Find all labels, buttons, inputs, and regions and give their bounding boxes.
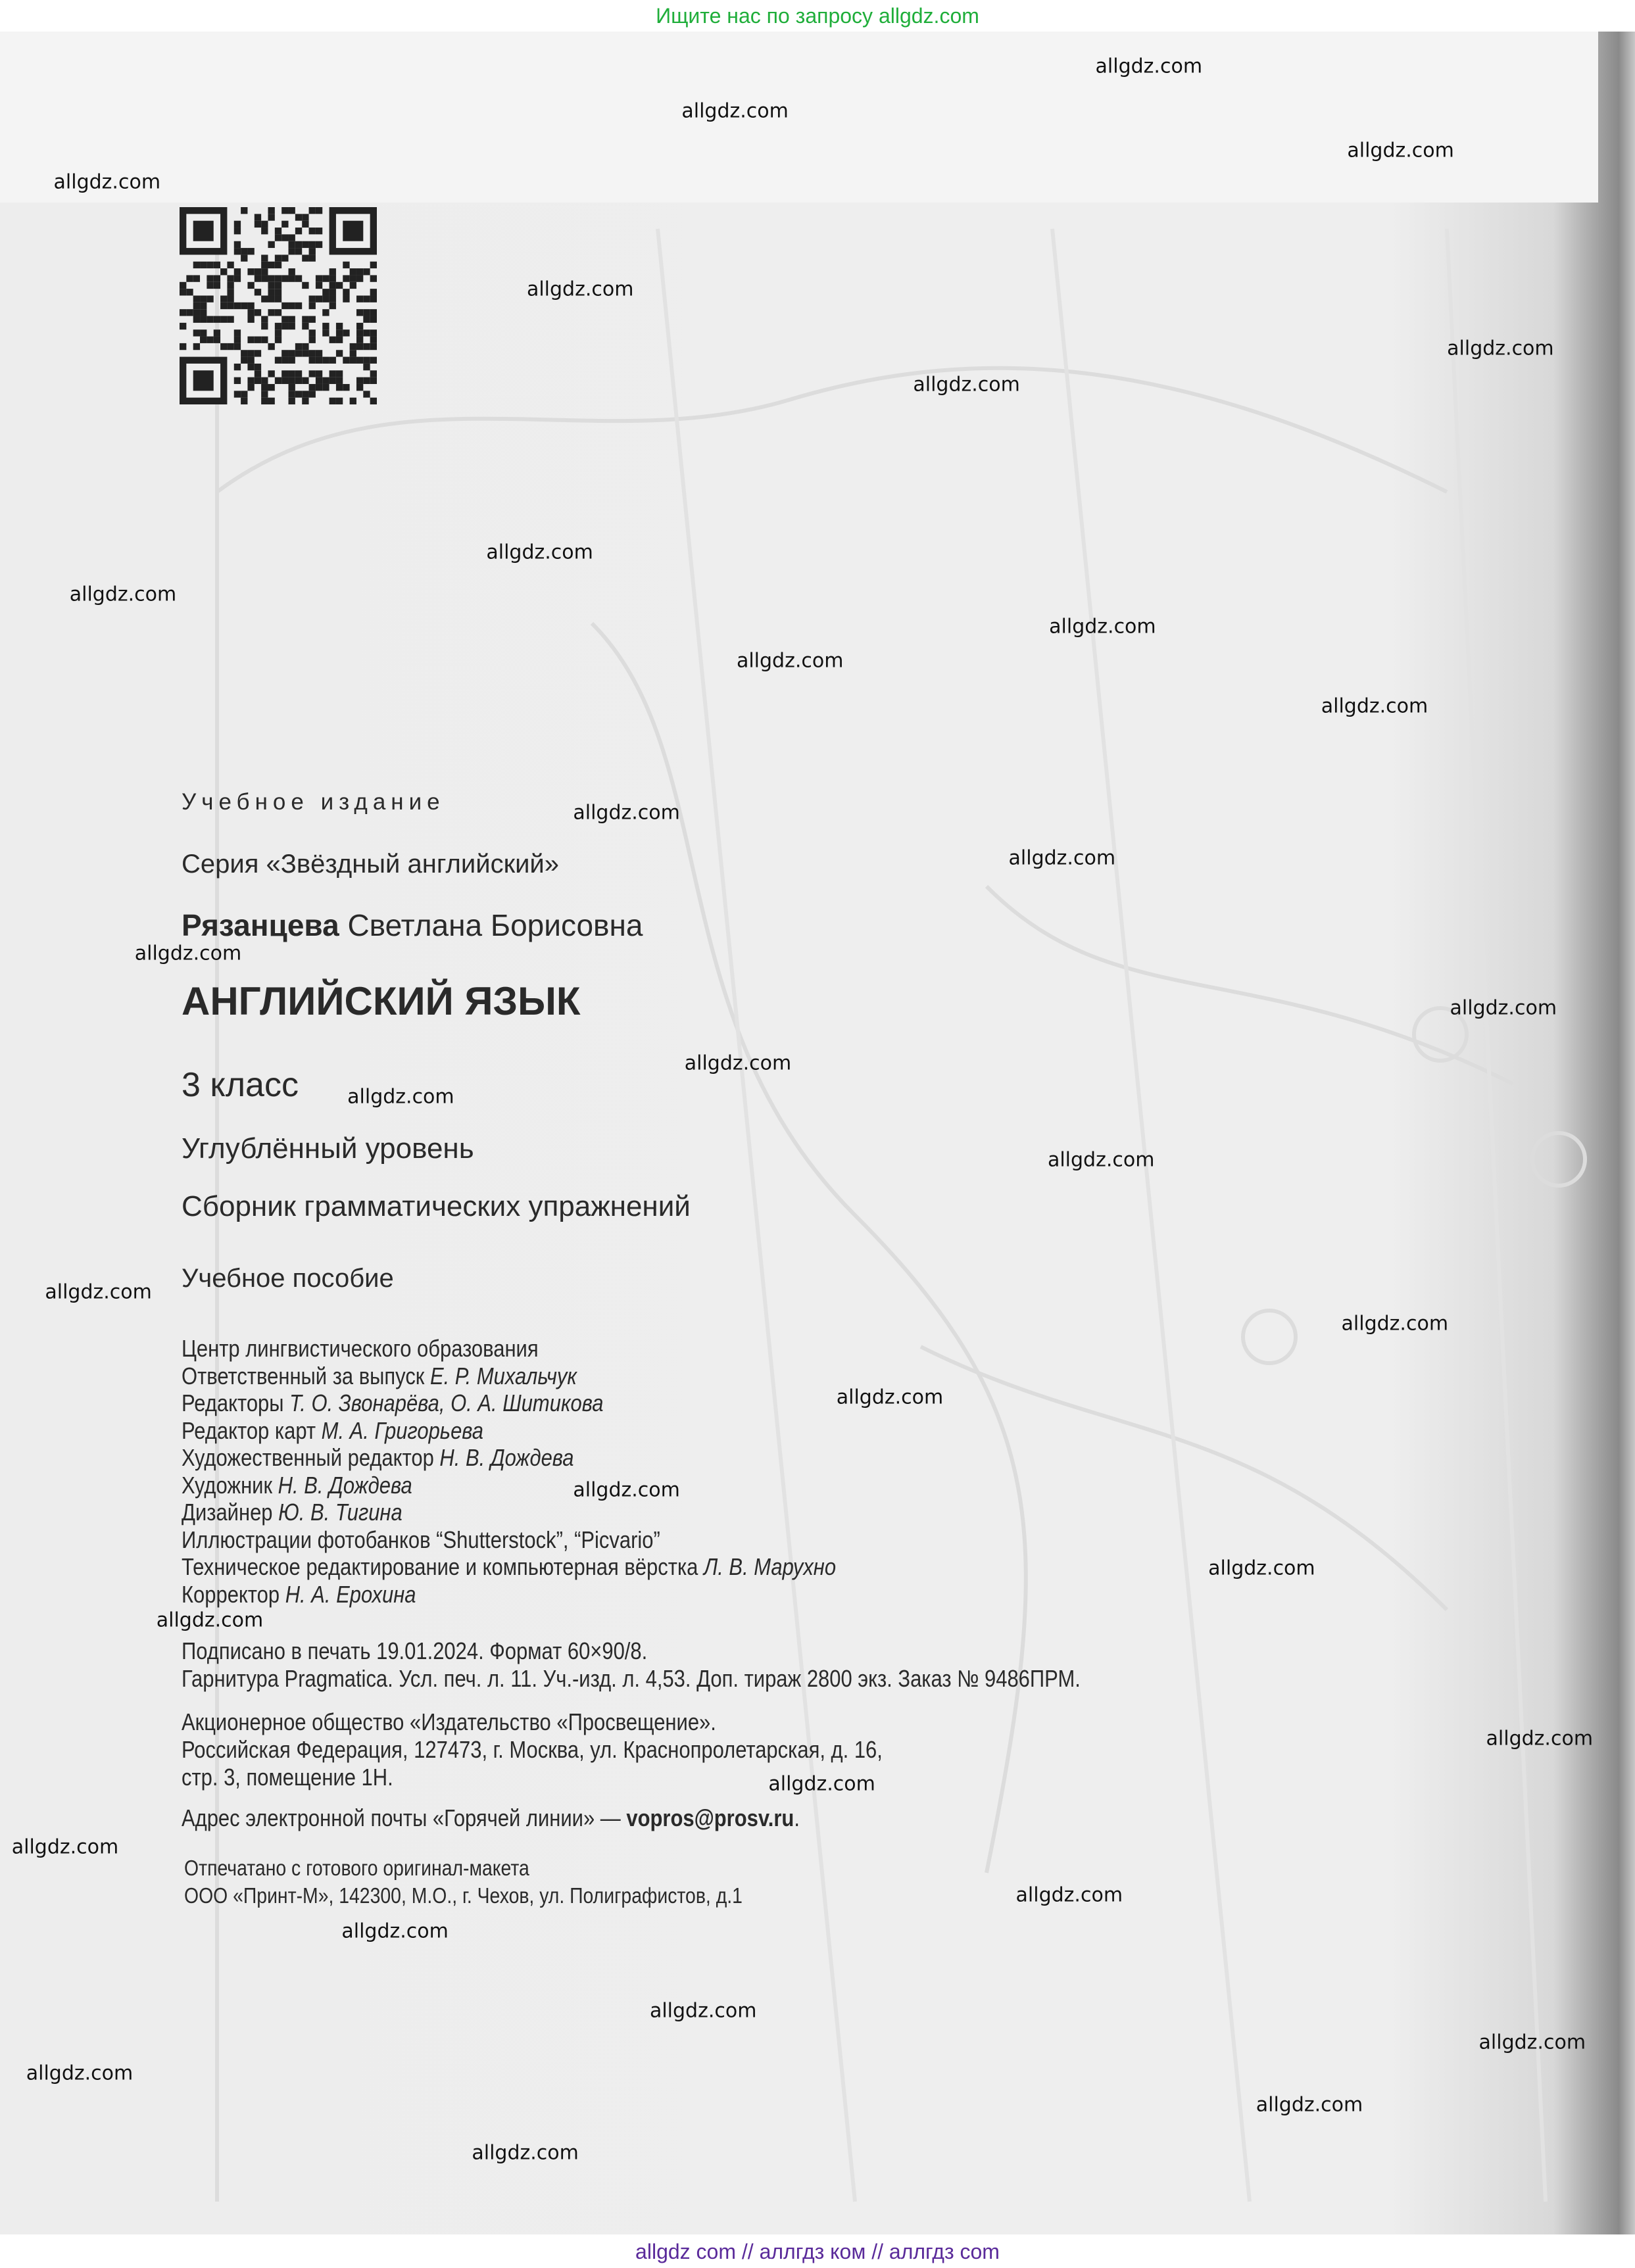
credit-role: Корректор — [182, 1580, 280, 1608]
watermark: allgdz.com — [573, 1478, 680, 1502]
watermark: allgdz.com — [11, 1835, 119, 1859]
credit-line — [182, 1417, 483, 1445]
watermark: allgdz.com — [486, 541, 593, 564]
hotline-email[interactable]: vopros@prosv.ru — [626, 1804, 794, 1831]
watermark: allgdz.com — [472, 2141, 579, 2165]
watermark: allgdz.com — [1208, 1556, 1315, 1580]
watermark: allgdz.com — [1478, 2031, 1586, 2054]
print-info-1: Подписано в печать 19.01.2024. Формат 60×90/8. — [182, 1637, 648, 1664]
book-type: Учебное пособие — [182, 1264, 394, 1293]
search-banner[interactable]: Ищите нас по запросу allgdz.com — [656, 4, 979, 28]
watermark: allgdz.com — [681, 99, 789, 123]
watermark: allgdz.com — [1047, 1148, 1155, 1172]
watermark: allgdz.com — [1347, 139, 1454, 162]
footer-banner[interactable]: allgdz com // аллгдз ком // аллгдз com — [0, 2235, 1635, 2268]
print-info-2: Гарнитура Pragmatica. Усл. печ. л. 11. Уч.-изд. л. 4,53. Доп. тираж 2800 экз. Заказ № 9486ПРМ. — [182, 1665, 1081, 1692]
credit-name: Н. В. Дождева — [439, 1444, 574, 1471]
credit-role: Редактор карт — [182, 1416, 316, 1444]
publisher-name: Акционерное общество «Издательство «Просвещение». — [182, 1708, 716, 1735]
book-title: АНГЛИЙСКИЙ ЯЗЫК — [182, 979, 581, 1023]
credit-role: Центр лингвистического образования — [182, 1335, 539, 1362]
credit-name: Т. О. Звонарёва, О. А. Шитикова — [289, 1389, 604, 1416]
watermark: allgdz.com — [26, 2062, 134, 2085]
publisher-address-2: стр. 3, помещение 1Н. — [182, 1764, 393, 1791]
level: Углублённый уровень — [182, 1132, 474, 1165]
author-name: Светлана Борисовна — [347, 908, 643, 942]
watermark: allgdz.com — [1341, 1312, 1449, 1336]
credit-role: Ответственный за выпуск — [182, 1362, 425, 1389]
watermark: allgdz.com — [1049, 615, 1156, 639]
credit-role: Художественный редактор — [182, 1444, 434, 1471]
credit-line — [182, 1389, 603, 1417]
credit-role: Иллюстрации фотобанков “Shutterstock”, “Picvario” — [182, 1526, 660, 1553]
grade: 3 класс — [182, 1066, 299, 1104]
qr-code-icon[interactable] — [180, 207, 377, 404]
credit-line — [182, 1581, 416, 1608]
watermark: allgdz.com — [1095, 55, 1203, 78]
credit-line — [182, 1472, 412, 1499]
watermark: allgdz.com — [768, 1772, 875, 1796]
watermark: allgdz.com — [347, 1085, 454, 1109]
watermark: allgdz.com — [341, 1919, 449, 1943]
watermark: allgdz.com — [69, 583, 177, 606]
credit-role: Дизайнер — [182, 1499, 273, 1526]
publisher-address: Российская Федерация, 127473, г. Москва, ул. Краснопролетарская, д. 16, — [182, 1736, 883, 1763]
credit-role: Техническое редактирование и компьютерная вёрстка — [182, 1553, 698, 1580]
watermark: allgdz.com — [736, 649, 844, 673]
credit-line — [182, 1526, 660, 1554]
credit-line — [182, 1363, 577, 1390]
watermark: allgdz.com — [1447, 337, 1554, 360]
watermark: allgdz.com — [134, 942, 242, 965]
watermark: allgdz.com — [1321, 694, 1428, 718]
watermark: allgdz.com — [1008, 846, 1116, 870]
credit-name: Ю. В. Тигина — [278, 1499, 403, 1526]
author-surname: Рязанцева — [182, 908, 339, 942]
watermark: allgdz.com — [156, 1608, 264, 1632]
credit-role: Редакторы — [182, 1389, 284, 1416]
watermark: allgdz.com — [1450, 996, 1557, 1020]
credit-name: Л. В. Марухно — [704, 1553, 837, 1580]
watermark: allgdz.com — [53, 170, 161, 194]
credit-line — [182, 1499, 403, 1526]
series: Серия «Звёздный английский» — [182, 850, 560, 879]
credit-name: Е. Р. Михальчук — [429, 1362, 577, 1389]
printer: ООО «Принт-М», 142300, М.О., г. Чехов, ул. Полиграфистов, д.1 — [184, 1883, 743, 1908]
watermark: allgdz.com — [45, 1280, 152, 1304]
credit-name: Н. А. Ерохина — [285, 1580, 416, 1608]
hotline-label: Адрес электронной почты «Горячей линии» — — [182, 1804, 627, 1831]
credit-name: М. А. Григорьева — [321, 1416, 483, 1444]
watermark: allgdz.com — [1015, 1883, 1123, 1907]
edition-type: Учебное издание — [182, 789, 445, 815]
watermark: allgdz.com — [836, 1386, 944, 1409]
printed-note: Отпечатано с готового оригинал-макета — [184, 1856, 529, 1880]
subtitle: Сборник грамматических упражнений — [182, 1190, 691, 1222]
watermark: allgdz.com — [1486, 1727, 1594, 1750]
credit-name: Н. В. Дождева — [278, 1471, 412, 1499]
page-top-band — [0, 32, 1598, 203]
author — [182, 907, 643, 943]
watermark: allgdz.com — [649, 1999, 757, 2023]
watermark: allgdz.com — [526, 277, 634, 301]
credit-line — [182, 1335, 539, 1363]
watermark: allgdz.com — [1256, 2093, 1363, 2117]
credit-line — [182, 1553, 836, 1581]
watermark: allgdz.com — [573, 801, 680, 825]
watermark: allgdz.com — [913, 373, 1020, 397]
credit-role: Художник — [182, 1471, 273, 1499]
hotline: Адрес электронной почты «Горячей линии» — vopros@prosv.ru. — [182, 1804, 800, 1831]
credit-line — [182, 1444, 574, 1472]
watermark: allgdz.com — [684, 1051, 792, 1075]
